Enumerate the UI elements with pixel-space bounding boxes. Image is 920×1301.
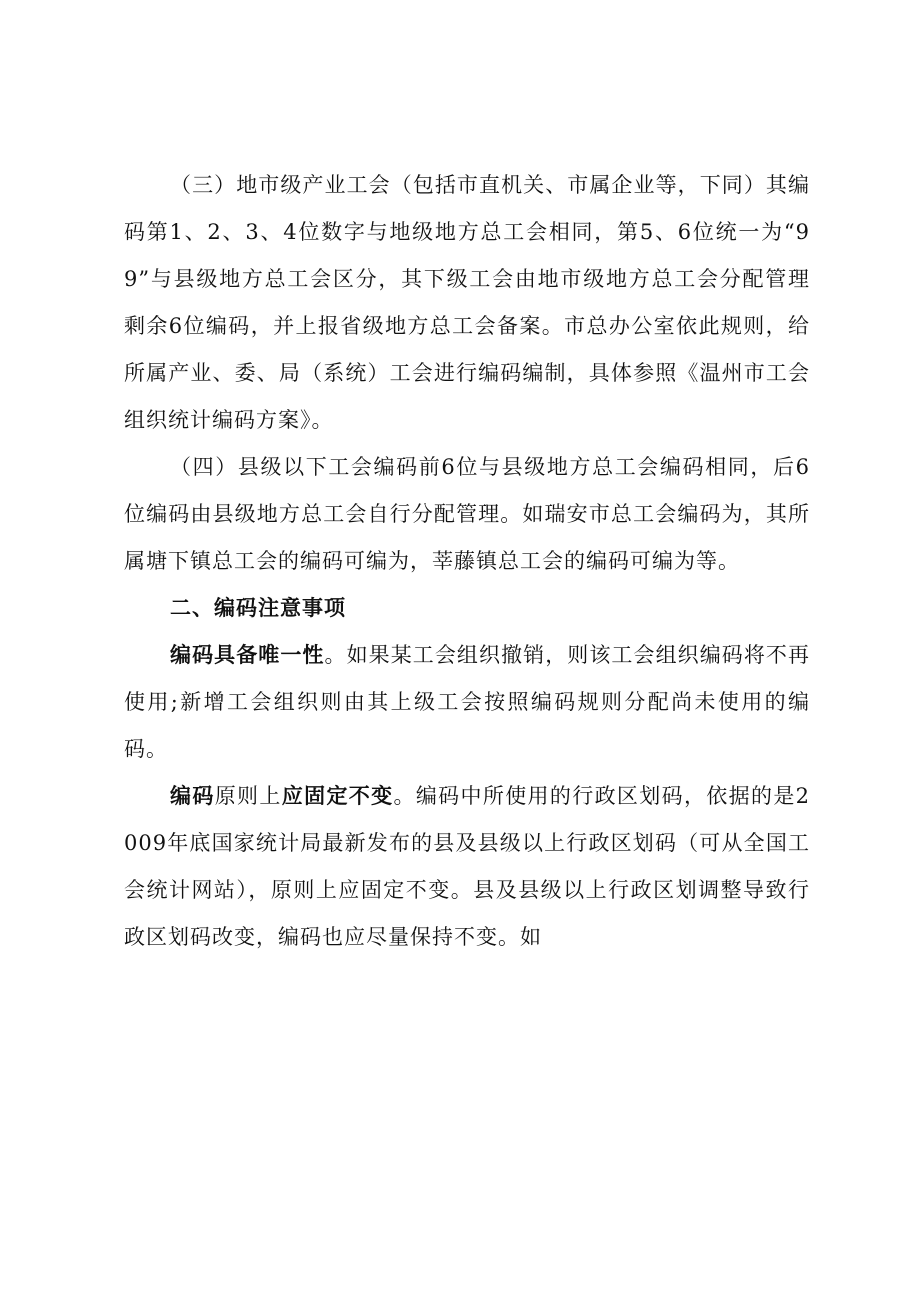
paragraph-city-industry-union: （三）地市级产业工会（包括市直机关、市属企业等，下同）其编码第1、2、3、4位数字与地级地方总工会相同，第5、6位统一为“99”与县级地方总工会区分，其下级工会由地市级地方总工会分配管理剩余6位编码，并上报省级地方总工会备案。市总办公室依此规则，给所属产业、委、局（系统）工会进行编码编制，具体参照《温州市工会组织统计编码方案》。 — [124, 173, 810, 432]
emphasis-uniqueness: 编码具备唯一性 — [170, 643, 325, 667]
paragraph-coding-fixed — [124, 773, 810, 961]
paragraph-text: 原则上 — [214, 784, 282, 808]
paragraph-county-below-union: （四）县级以下工会编码前6位与县级地方总工会编码相同，后6位编码由县级地方总工会自行分配管理。如瑞安市总工会编码为，其所属塘下镇总工会的编码可编为，莘藤镇总工会的编码可编为等。 — [124, 455, 810, 573]
paragraph-coding-uniqueness — [124, 632, 810, 773]
emphasis-coding: 编码 — [170, 784, 215, 808]
paragraph-text: 。编码中所使用的行政区划码，依据的是2009年底国家统计局最新发布的县及县级以上行政区划码（可从全国工会统计网站），原则上应固定不变。县及县级以上行政区划调整导致行政区划码改变，编码也应尽量保持不变。如 — [124, 784, 811, 949]
paragraph-text: 。如果某工会组织撤销，则该工会组织编码将不再使用;新增工会组织则由其上级工会按照编码规则分配尚未使用的编码。 — [124, 643, 810, 761]
section-heading-coding-notes: 二、编码注意事项 — [170, 596, 346, 620]
document-body — [124, 162, 810, 961]
emphasis-fixed: 应固定不变 — [281, 784, 394, 808]
